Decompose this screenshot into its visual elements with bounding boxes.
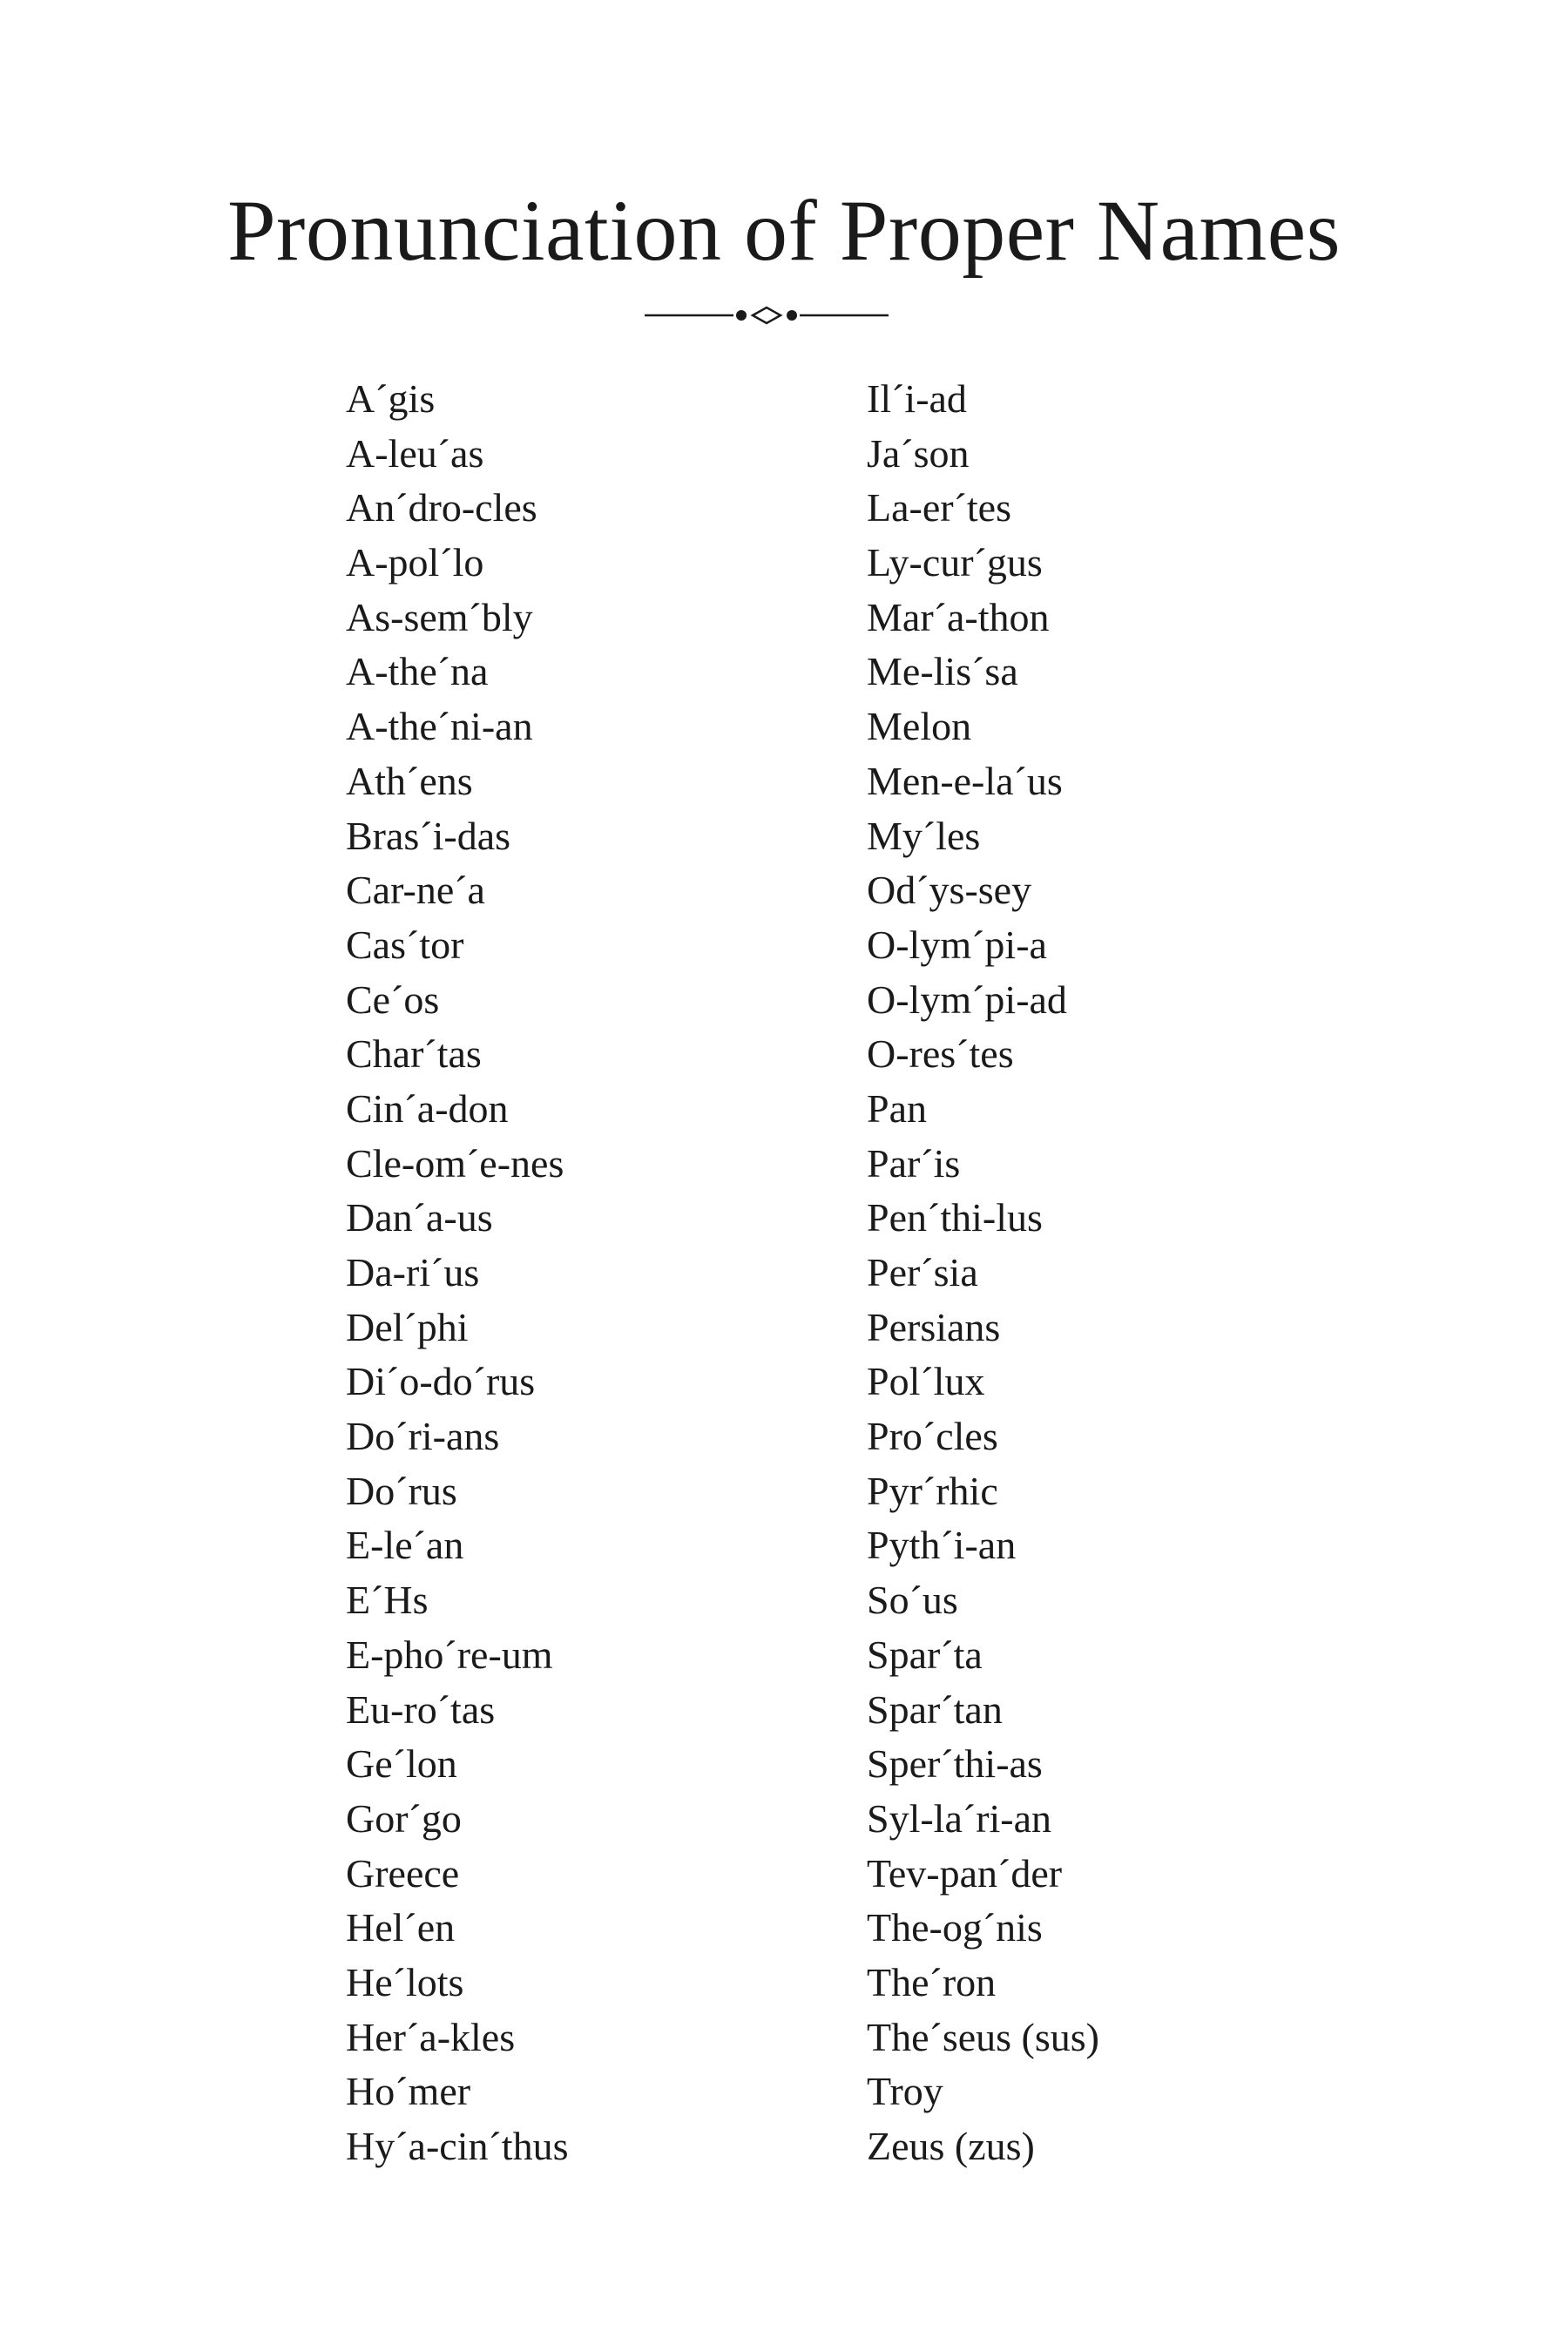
name-entry: A´gis: [346, 376, 436, 421]
name-entry: E-le´an: [346, 1523, 464, 1568]
name-entry: A-the´na: [346, 649, 489, 694]
name-entry: Gor´go: [346, 1795, 462, 1841]
name-entry: O-lym´pi-ad: [867, 977, 1067, 1022]
name-entry: Bras´i-das: [346, 813, 511, 858]
name-entry: Pan: [867, 1085, 927, 1131]
names-column-left: [346, 372, 568, 2174]
name-entry: The-og´nis: [867, 1905, 1043, 1950]
name-entry: Spar´ta: [867, 1632, 983, 1677]
name-entry: O-lym´pi-a: [867, 922, 1047, 967]
name-entry: La-er´tes: [867, 485, 1011, 531]
name-entry: Do´ri-ans: [346, 1414, 500, 1459]
name-entry: Her´a-kles: [346, 2014, 516, 2059]
name-entry: E´Hs: [346, 1578, 429, 1623]
name-entry: Troy: [867, 2069, 943, 2114]
name-entry: Char´tas: [346, 1031, 482, 1077]
name-entry: The´seus (sus): [867, 2014, 1099, 2059]
name-entry: Pyr´rhic: [867, 1468, 998, 1513]
name-entry: Syl-la´ri-an: [867, 1795, 1052, 1841]
name-entry: Ath´ens: [346, 758, 473, 803]
name-entry: Da-ri´us: [346, 1250, 480, 1294]
name-entry: Mar´a-thon: [867, 594, 1050, 639]
name-entry: Hel´en: [346, 1905, 456, 1950]
page-title: Pronunciation of Proper Names: [226, 182, 1342, 279]
name-entry: The´ron: [867, 1959, 997, 2004]
divider-ornament-icon: [636, 302, 897, 328]
name-entry: E-pho´re-um: [346, 1632, 553, 1677]
name-entry: A-the´ni-an: [346, 704, 533, 749]
name-entry: Eu-ro´tas: [346, 1686, 496, 1732]
name-entry: Pen´thi-lus: [867, 1195, 1043, 1240]
name-entry: Persians: [867, 1304, 1001, 1349]
name-entry: Ja´son: [867, 430, 970, 476]
name-entry: Ho´mer: [346, 2069, 471, 2114]
name-entry: Par´is: [867, 1140, 961, 1186]
name-entry: Di´o-do´rus: [346, 1359, 536, 1404]
name-entry: Il´i-ad: [867, 376, 967, 421]
name-entry: A-leu´as: [346, 430, 484, 476]
name-entry: Sper´thi-as: [867, 1741, 1043, 1787]
name-entry: Cin´a-don: [346, 1085, 509, 1131]
name-entry: A-pol´lo: [346, 540, 484, 585]
name-entry: Del´phi: [346, 1304, 469, 1349]
name-entry: My´les: [867, 813, 981, 858]
name-entry: Ge´lon: [346, 1741, 457, 1787]
name-entry: He´lots: [346, 1959, 464, 2004]
name-entry: Ce´os: [346, 977, 440, 1022]
name-entry: Melon: [867, 704, 972, 749]
names-column-right: [867, 372, 1099, 2174]
name-entry: Cas´tor: [346, 922, 464, 967]
name-entry: Dan´a-us: [346, 1195, 493, 1240]
name-entry: Od´ys-sey: [867, 868, 1032, 913]
name-entry: Ly-cur´gus: [867, 540, 1043, 585]
name-entry: Do´rus: [346, 1468, 457, 1513]
name-entry: Spar´tan: [867, 1686, 1003, 1732]
name-entry: Cle-om´e-nes: [346, 1140, 564, 1186]
name-entry: O-res´tes: [867, 1031, 1014, 1077]
name-entry: As-sem´bly: [346, 594, 533, 639]
name-entry: So´us: [867, 1578, 958, 1623]
name-entry: Greece: [346, 1850, 460, 1896]
name-entry: Zeus (zus): [867, 2124, 1035, 2168]
name-entry: Pro´cles: [867, 1414, 998, 1459]
name-entry: Per´sia: [867, 1250, 978, 1294]
name-entry: Tev-pan´der: [867, 1850, 1063, 1896]
name-entry: Pol´lux: [867, 1359, 985, 1404]
name-entry: Men-e-la´us: [867, 758, 1063, 803]
name-entry: An´dro-cles: [346, 485, 537, 531]
name-entry: Me-lis´sa: [867, 649, 1018, 694]
name-entry: Pyth´i-an: [867, 1523, 1017, 1568]
name-entry: Car-ne´a: [346, 868, 485, 913]
name-entry: Hy´a-cin´thus: [346, 2124, 569, 2168]
